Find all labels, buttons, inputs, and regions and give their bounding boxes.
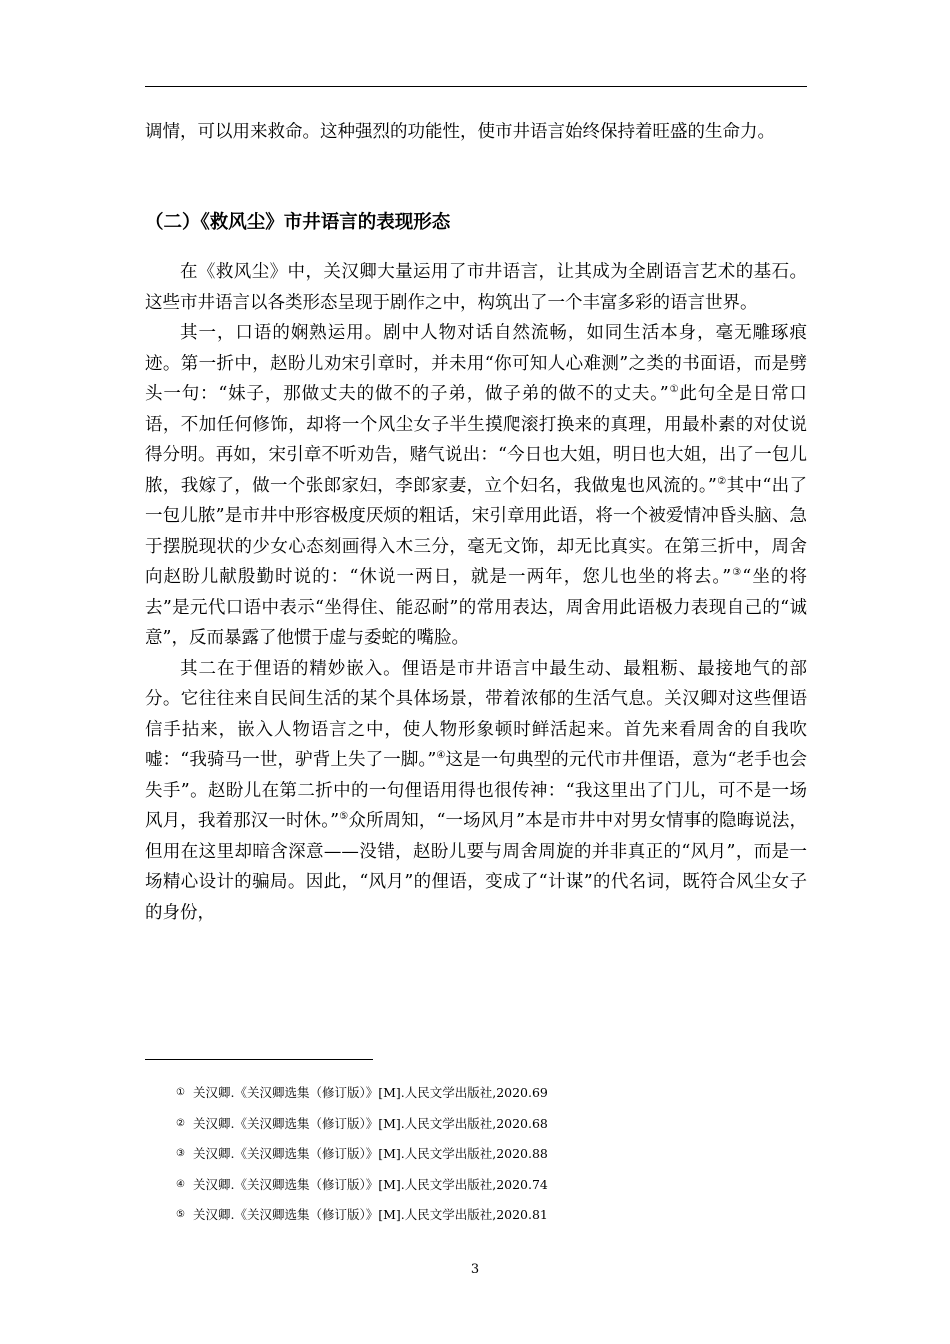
footnote-mark: ② [176, 1117, 185, 1129]
paragraph-sentence: 其中“出了一包儿脓”是市井中形容极度厌烦的粗话，宋引章用此语，将一个被爱情冲昏头脑、急于摆脱现状的少女心态刻画得入木三分，毫无文饰，却无比真实。在第三折中，周舍向赵盼儿献殷勤时说的：“休说一两日，就是一两年，您儿也坐的将去。” [145, 475, 808, 587]
footnote-mark: ④ [176, 1178, 185, 1190]
footnote-mark: ① [176, 1087, 185, 1098]
paragraph-slang [145, 654, 807, 929]
footnote-ref-4[interactable]: ④ [436, 750, 446, 762]
continuation-text: 调情，可以用来救命。这种强烈的功能性，使市井语言始终保持着旺盛的生命力。 [145, 122, 775, 142]
footnote-text: 关汉卿.《关汉卿选集（修订版）》[M].人民文学出版社,2020.68 [192, 1115, 548, 1131]
paragraph-sentence: 众所周知，“一场风月”本是市井中对男女情事的隐晦说法，但用在这里却暗含深意——没错，赵盼儿要与周舍周旋的并非真正的“风月”，而是一场精心设计的骗局。因此，“风月”的俚语，变成了“计谋”的代名词，既符合风尘女子的身份， [145, 811, 807, 923]
footnote-3 [176, 1139, 776, 1170]
paragraph-sentence: 其一，口语的娴熟运用。剧中人物对话自然流畅，如同生活本身，毫无雕琢痕迹。第一折中，赵盼儿劝宋引章时，并未用“你可知人心难测”之类的书面语，而是劈头一句：“妹子，那做丈夫的做不的子弟，做子弟的做不的丈夫。” [145, 323, 807, 404]
paragraph-sentence: 这是一句典型的元代市井俚语，意为“老手也会失手”。赵盼儿在第二折中的一句俚语用得也很传神：“我这里出了门儿，可不是一场风月，我着那汉一时休。” [145, 750, 807, 831]
footnote-text: 关汉卿.《关汉卿选集（修订版）》[M].人民文学出版社,2020.74 [192, 1176, 548, 1192]
continuation-paragraph [145, 117, 807, 148]
footnote-1 [176, 1078, 776, 1109]
section-heading: （二）《救风尘》市井语言的表现形态 [145, 212, 451, 233]
footnote-5 [176, 1200, 776, 1231]
footnote-ref-3[interactable]: ③ [731, 567, 743, 579]
footnote-mark: ⑤ [176, 1209, 185, 1220]
footnote-2 [176, 1109, 776, 1140]
paragraph-sentence: “坐的将去”是元代口语中表示“坐得住、能忍耐”的常用表达，周舍用此语极力表现自己的“诚意”，反而暴露了他惯于虚与委蛇的嘴脸。 [145, 567, 807, 648]
page-number: 3 [470, 1262, 480, 1277]
footnote-separator [145, 1059, 373, 1060]
paragraph-sentence: 其二在于俚语的精妙嵌入。俚语是市井语言中最生动、最粗粝、最接地气的部分。它往往来自民间生活的某个具体场景，带着浓郁的生活气息。关汉卿对这些俚语信手拈来，嵌入人物语言之中，使人物形象顿时鲜活起来。首先来看周舍的自我吹嘘：“我骑马一世，驴背上失了一脚。” [145, 658, 807, 770]
paragraph-sentence: 此句全是日常口语，不加任何修饰，却将一个风尘女子半生摸爬滚打换来的真理，用最朴素的对仗说得分明。再如，宋引章不听劝告，赌气说出：“今日也大姐，明日也大姐，出了一包儿脓，我嫁了，做一个张郎家妇，李郎家妻，立个妇名，我做鬼也风流的。” [145, 384, 807, 496]
footnotes [176, 1078, 776, 1231]
footnote-ref-1[interactable]: ① [668, 384, 680, 396]
footnote-text: 关汉卿.《关汉卿选集（修订版）》[M].人民文学出版社,2020.88 [192, 1146, 548, 1161]
footnote-4 [176, 1170, 776, 1201]
footnote-ref-2[interactable]: ② [716, 475, 727, 487]
body-text [145, 257, 807, 928]
paragraph-oral-language [145, 318, 807, 654]
header-rule [145, 86, 807, 87]
footnote-text: 关汉卿.《关汉卿选集（修订版）》[M].人民文学出版社,2020.81 [192, 1207, 548, 1222]
footnote-text: 关汉卿.《关汉卿选集（修订版）》[M].人民文学出版社,2020.69 [192, 1085, 548, 1100]
footnote-ref-5[interactable]: ⑤ [339, 811, 349, 823]
footnote-mark: ③ [176, 1148, 185, 1159]
paragraph-intro: 在《救风尘》中，关汉卿大量运用了市井语言，让其成为全剧语言艺术的基石。这些市井语言以各类形态呈现于剧作之中，构筑出了一个丰富多彩的语言世界。 [145, 262, 807, 313]
